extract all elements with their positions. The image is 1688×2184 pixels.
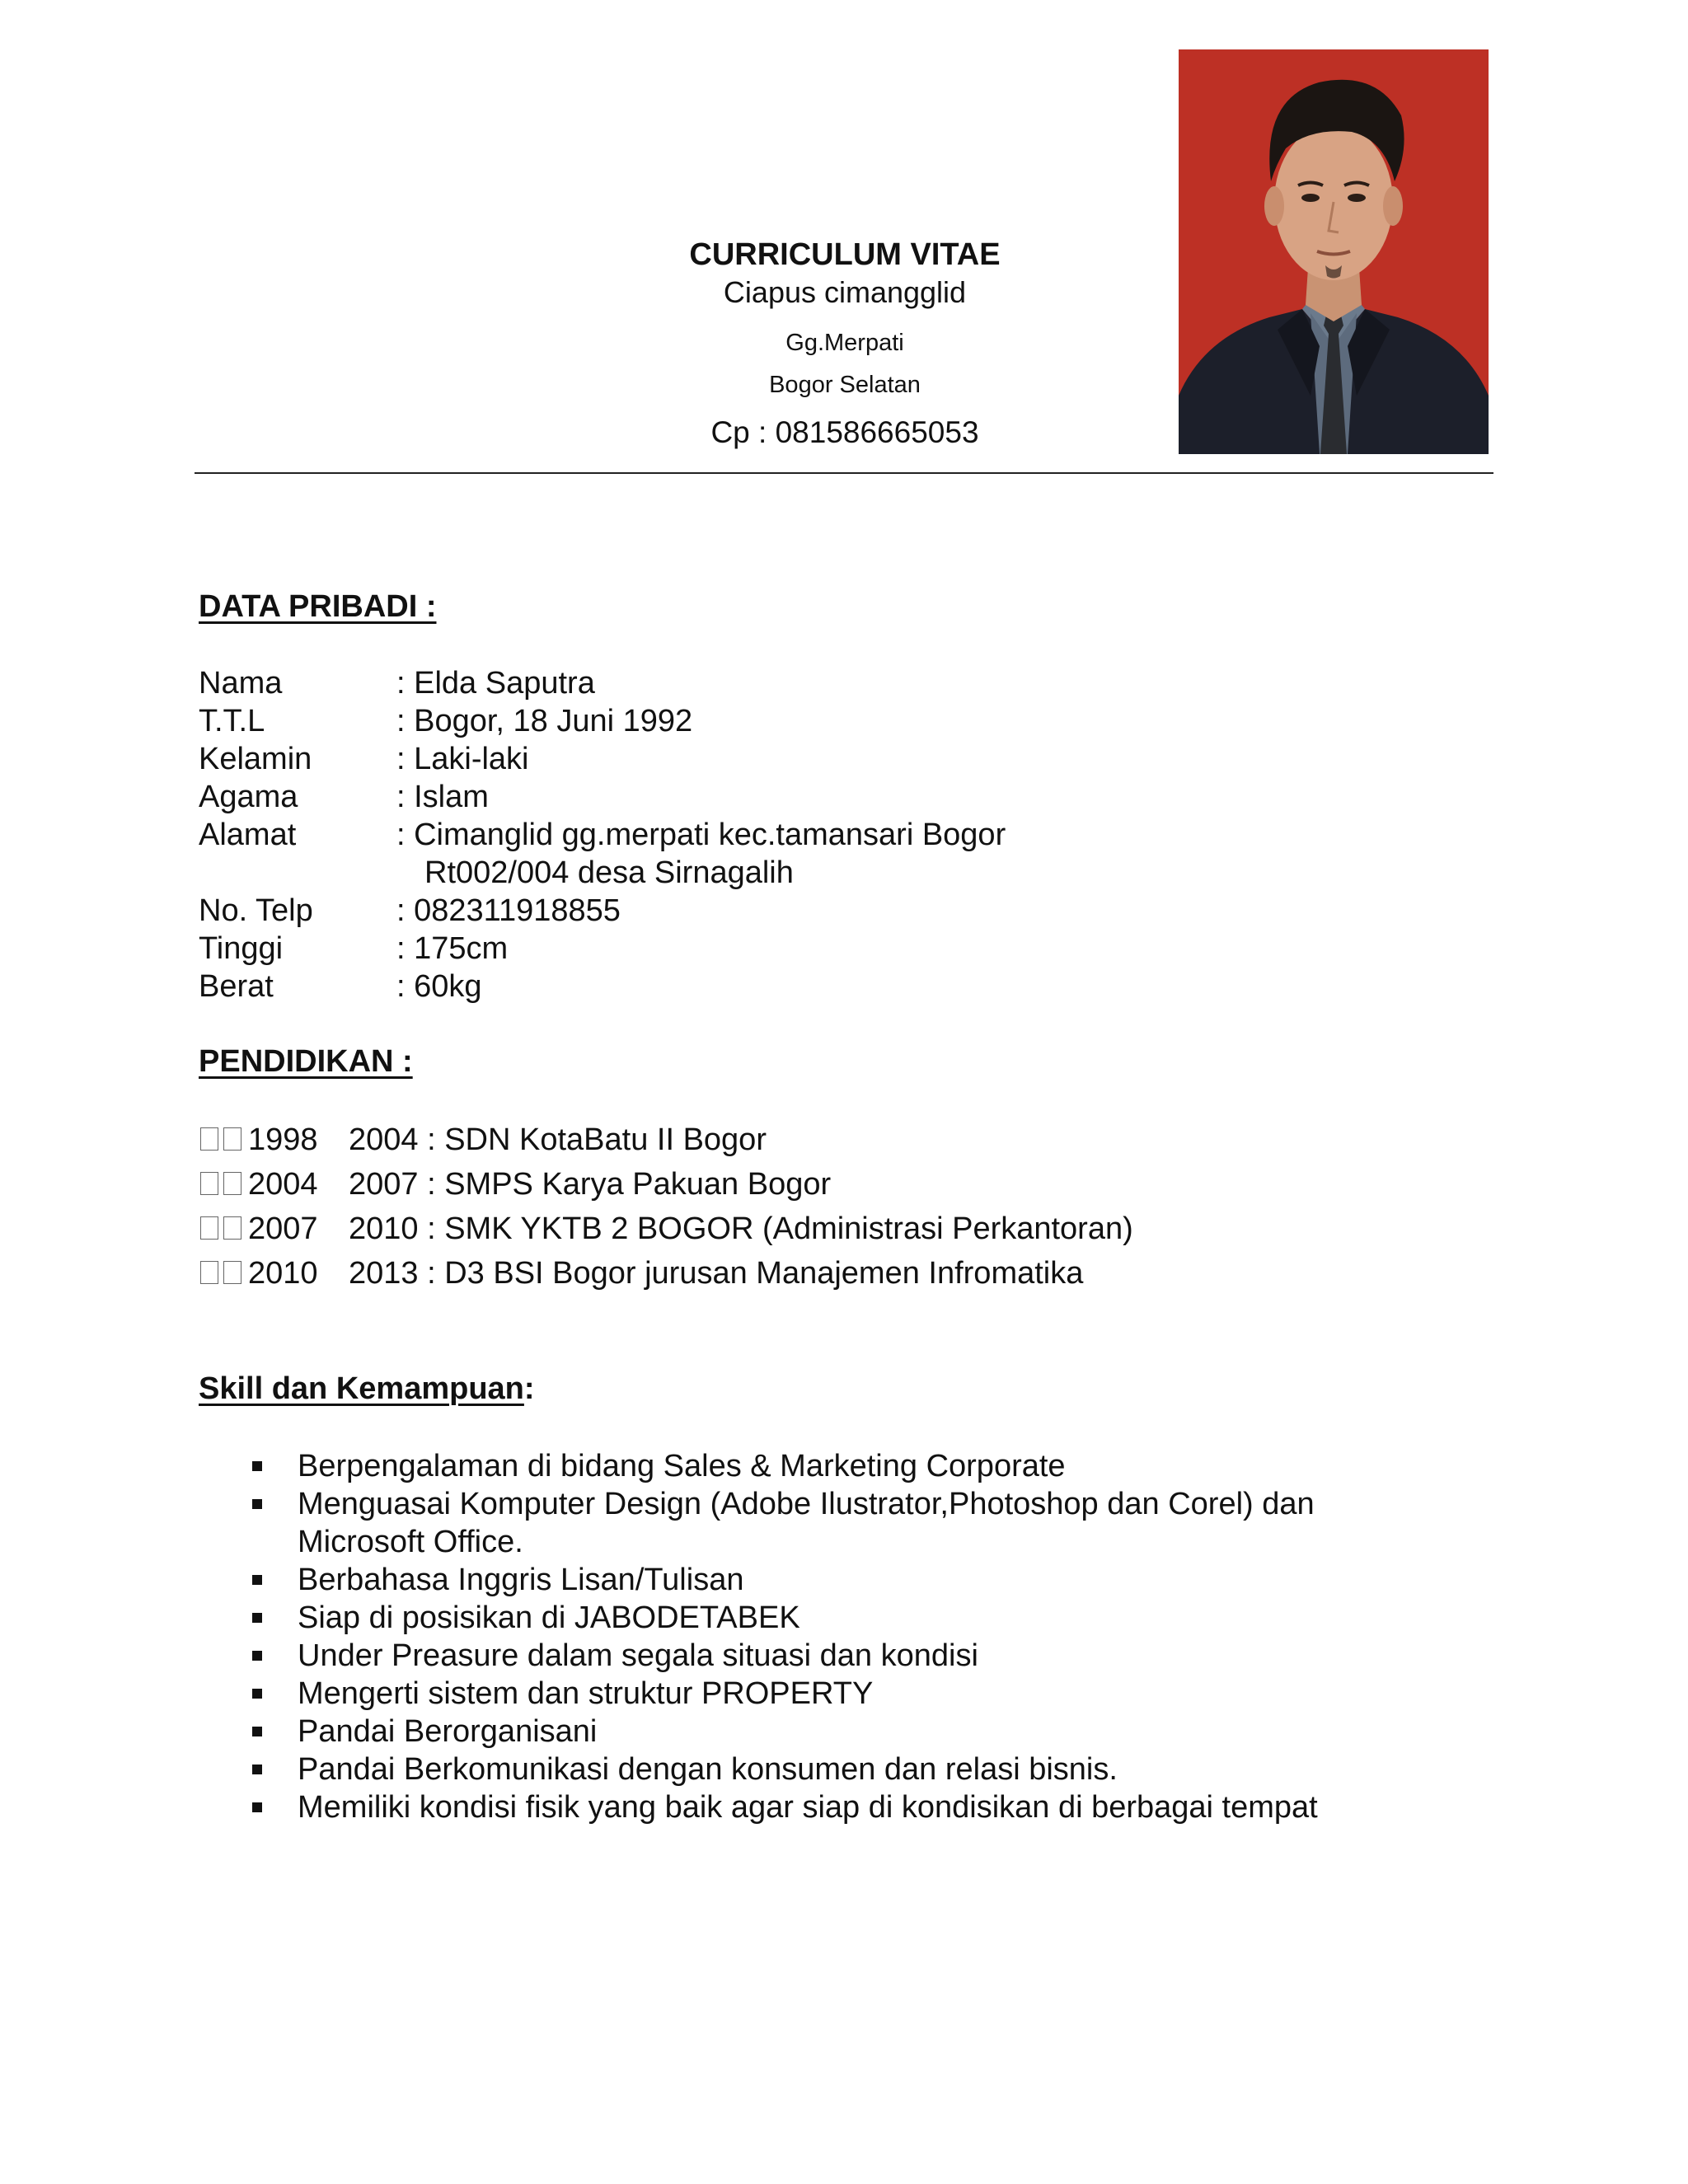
skills-heading: [199, 1371, 535, 1407]
skill-item: Under Preasure dalam segala situasi dan kondisi: [298, 1638, 978, 1673]
skills-heading-colon: :: [523, 1371, 535, 1406]
field-label: Nama: [199, 666, 283, 701]
personal-data-heading: DATA PRIBADI :: [199, 589, 437, 624]
field-label: Kelamin: [199, 742, 312, 776]
bullet-icon: [252, 1802, 262, 1812]
field-label: Alamat: [199, 818, 297, 852]
education-start-year: 1998: [248, 1122, 318, 1157]
bullet-icon: [252, 1575, 262, 1585]
field-value: : 60kg: [396, 969, 482, 1004]
missing-glyph-icon: [199, 1216, 246, 1241]
bullet-icon: [252, 1765, 262, 1774]
education-start-year: 2007: [248, 1212, 318, 1246]
skill-item: Memiliki kondisi fisik yang baik agar siap di kondisikan di berbagai tempat: [298, 1790, 1318, 1825]
bullet-icon: [252, 1499, 262, 1509]
portrait-illustration: [1179, 49, 1489, 454]
education-detail: 2007 : SMPS Karya Pakuan Bogor: [349, 1167, 832, 1202]
field-value: : Elda Saputra: [396, 666, 595, 701]
address-continuation: Rt002/004 desa Sirnagalih: [424, 855, 794, 890]
education-start-year: 2010: [248, 1256, 318, 1291]
skill-item: Mengerti sistem dan struktur PROPERTY: [298, 1676, 874, 1711]
bullet-icon: [252, 1727, 262, 1736]
field-label: No. Telp: [199, 893, 313, 928]
bullet-icon: [252, 1461, 262, 1471]
missing-glyph-icon: [199, 1172, 246, 1197]
field-value: : 175cm: [396, 931, 509, 966]
education-detail: 2013 : D3 BSI Bogor jurusan Manajemen Infromatika: [349, 1256, 1084, 1291]
header-divider: [195, 472, 1493, 474]
skill-item: Berbahasa Inggris Lisan/Tulisan: [298, 1563, 744, 1597]
field-label: Tinggi: [199, 931, 284, 966]
document-title: CURRICULUM VITAE: [689, 237, 1001, 272]
bullet-icon: [252, 1651, 262, 1661]
skills-heading-text: Skill dan Kemampuan: [199, 1371, 524, 1406]
portrait-photo: [1179, 49, 1489, 454]
skill-item-continuation: Microsoft Office.: [298, 1525, 523, 1559]
field-value: : 082311918855: [396, 893, 621, 928]
bullet-icon: [252, 1613, 262, 1623]
address-line-2: Gg.Merpati: [785, 330, 904, 356]
field-label: Berat: [199, 969, 274, 1004]
skill-item: Pandai Berkomunikasi dengan konsumen dan relasi bisnis.: [298, 1752, 1118, 1787]
field-label: Agama: [199, 780, 298, 814]
field-label: T.T.L: [199, 704, 265, 738]
missing-glyph-icon: [199, 1127, 246, 1152]
education-heading: PENDIDIKAN :: [199, 1044, 413, 1079]
field-value: : Bogor, 18 Juni 1992: [396, 704, 693, 738]
contact-phone: Cp : 081586665053: [710, 415, 979, 449]
field-value: : Islam: [396, 780, 489, 814]
education-detail: 2010 : SMK YKTB 2 BOGOR (Administrasi Perkantoran): [349, 1212, 1133, 1246]
education-detail: 2004 : SDN KotaBatu II Bogor: [349, 1122, 767, 1157]
skill-item: Menguasai Komputer Design (Adobe Ilustrator,Photoshop dan Corel) dan: [298, 1487, 1315, 1521]
address-line-3: Bogor Selatan: [769, 372, 921, 398]
missing-glyph-icon: [199, 1261, 246, 1286]
bullet-icon: [252, 1689, 262, 1699]
education-start-year: 2004: [248, 1167, 318, 1202]
address-line-1: Ciapus cimangglid: [723, 275, 967, 309]
skill-item: Siap di posisikan di JABODETABEK: [298, 1601, 800, 1635]
field-value: : Laki-laki: [396, 742, 529, 776]
field-value: : Cimanglid gg.merpati kec.tamansari Bogor: [396, 818, 1006, 852]
skill-item: Pandai Berorganisani: [298, 1714, 598, 1749]
skill-item: Berpengalaman di bidang Sales & Marketing Corporate: [298, 1449, 1066, 1483]
